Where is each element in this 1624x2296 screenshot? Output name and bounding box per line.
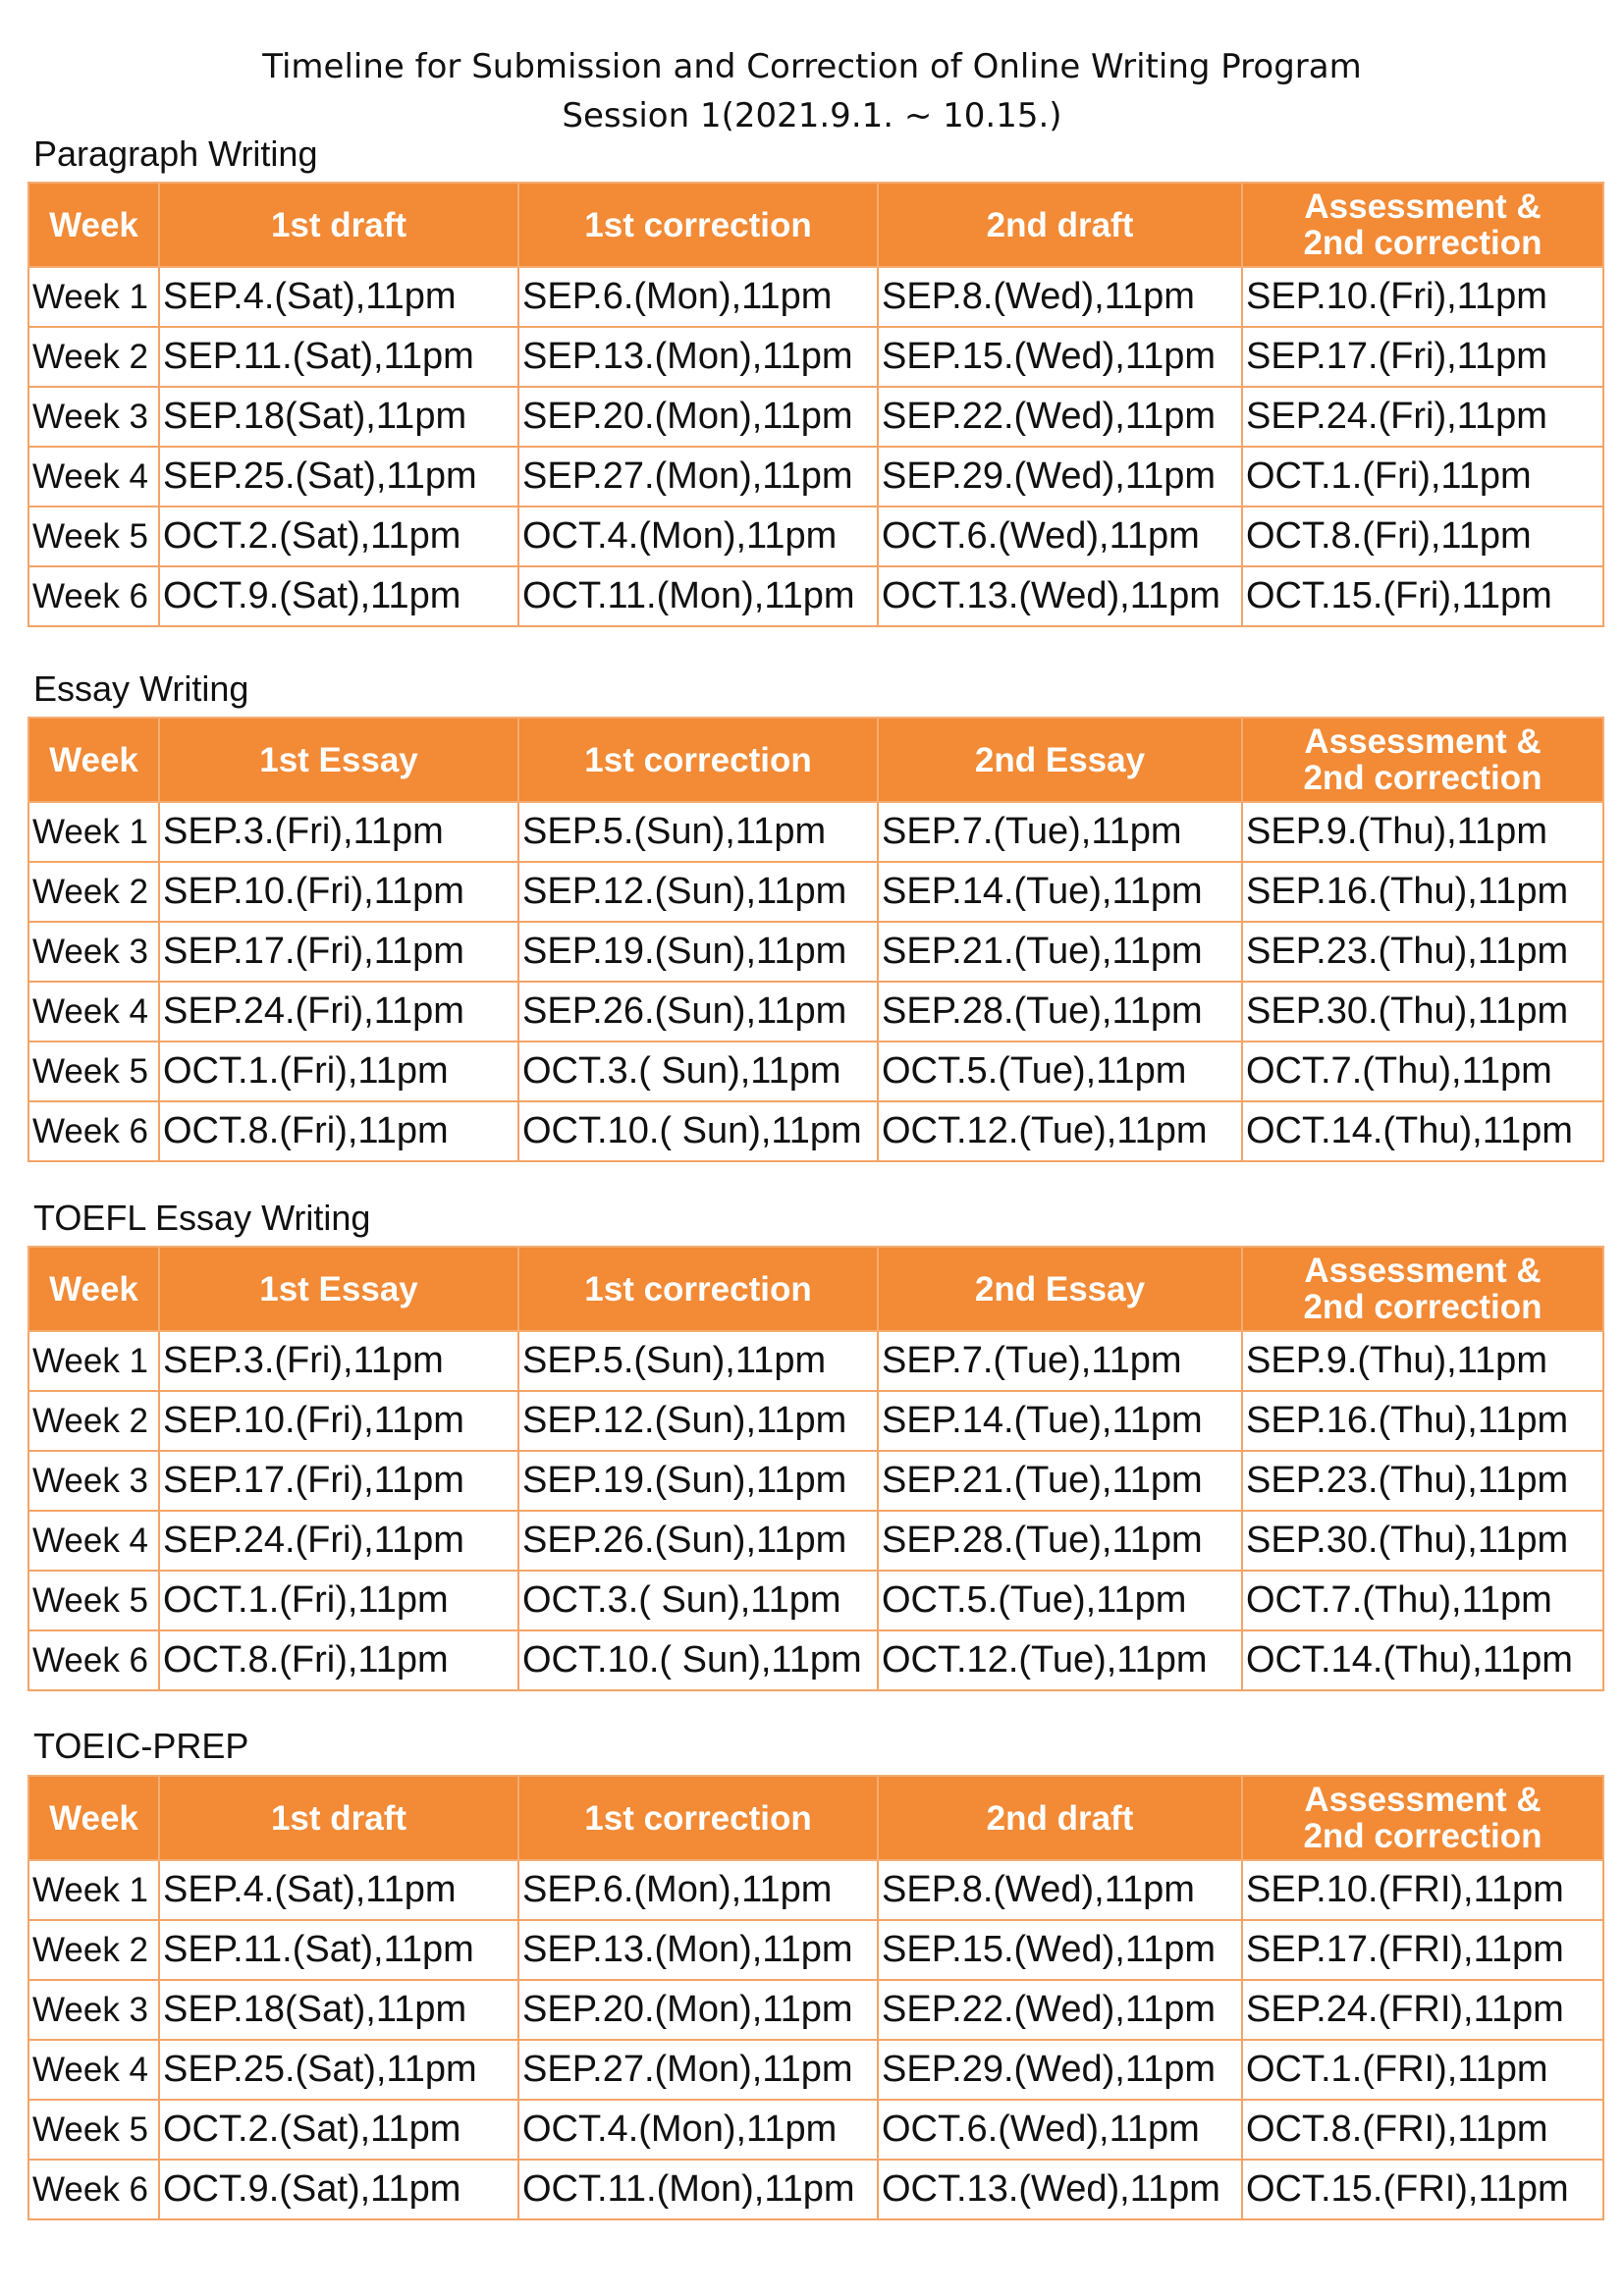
schedule-table [27, 717, 1604, 1162]
table-header-row [28, 1776, 1603, 1860]
deadline-cell: SEP.3.(Fri),11pm [159, 802, 518, 862]
week-cell: Week 2 [28, 1920, 159, 1980]
week-cell: Week 5 [28, 2100, 159, 2160]
deadline-cell: OCT.1.(Fri),11pm [159, 1041, 518, 1101]
deadline-cell: SEP.17.(Fri),11pm [159, 922, 518, 982]
deadline-cell: SEP.6.(Mon),11pm [518, 1860, 878, 1920]
deadline-cell: SEP.7.(Tue),11pm [878, 802, 1242, 862]
deadline-cell: SEP.3.(Fri),11pm [159, 1331, 518, 1391]
column-header: 1st draft [159, 1776, 518, 1860]
table-row [28, 566, 1603, 626]
column-header: 1st correction [518, 1776, 878, 1860]
deadline-cell: OCT.12.(Tue),11pm [878, 1630, 1242, 1690]
week-cell: Week 1 [28, 267, 159, 327]
column-header: Week [28, 1247, 159, 1331]
deadline-cell: OCT.8.(Fri),11pm [159, 1630, 518, 1690]
deadline-cell: SEP.14.(Tue),11pm [878, 862, 1242, 922]
deadline-cell: SEP.24.(Fri),11pm [159, 982, 518, 1041]
column-header: 2nd draft [878, 183, 1242, 267]
deadline-cell: SEP.8.(Wed),11pm [878, 267, 1242, 327]
deadline-cell: SEP.20.(Mon),11pm [518, 1980, 878, 2040]
table-header-row [28, 718, 1603, 802]
deadline-cell: OCT.1.(FRI),11pm [1242, 2040, 1603, 2100]
table-row [28, 2100, 1603, 2160]
deadline-cell: SEP.27.(Mon),11pm [518, 447, 878, 507]
column-header: Week [28, 1776, 159, 1860]
deadline-cell: OCT.8.(Fri),11pm [1242, 507, 1603, 566]
deadline-cell: OCT.10.( Sun),11pm [518, 1101, 878, 1161]
table-row [28, 982, 1603, 1041]
deadline-cell: SEP.27.(Mon),11pm [518, 2040, 878, 2100]
week-cell: Week 6 [28, 566, 159, 626]
deadline-cell: SEP.4.(Sat),11pm [159, 267, 518, 327]
column-header: 1st draft [159, 183, 518, 267]
section-title: Essay Writing [33, 668, 249, 709]
deadline-cell: SEP.30.(Thu),11pm [1242, 1511, 1603, 1571]
deadline-cell: OCT.3.( Sun),11pm [518, 1571, 878, 1630]
deadline-cell: OCT.10.( Sun),11pm [518, 1630, 878, 1690]
deadline-cell: SEP.26.(Sun),11pm [518, 982, 878, 1041]
deadline-cell: OCT.6.(Wed),11pm [878, 2100, 1242, 2160]
table-row [28, 327, 1603, 387]
deadline-cell: OCT.7.(Thu),11pm [1242, 1041, 1603, 1101]
deadline-cell: SEP.10.(Fri),11pm [159, 1391, 518, 1451]
deadline-cell: SEP.9.(Thu),11pm [1242, 802, 1603, 862]
column-header: 1st correction [518, 1247, 878, 1331]
table-row [28, 862, 1603, 922]
week-cell: Week 4 [28, 447, 159, 507]
table-row [28, 1101, 1603, 1161]
table-header-row [28, 183, 1603, 267]
deadline-cell: SEP.25.(Sat),11pm [159, 447, 518, 507]
week-cell: Week 4 [28, 982, 159, 1041]
table-row [28, 1511, 1603, 1571]
deadline-cell: OCT.1.(Fri),11pm [1242, 447, 1603, 507]
deadline-cell: OCT.1.(Fri),11pm [159, 1571, 518, 1630]
week-cell: Week 3 [28, 1451, 159, 1511]
deadline-cell: SEP.17.(Fri),11pm [1242, 327, 1603, 387]
deadline-cell: SEP.15.(Wed),11pm [878, 327, 1242, 387]
week-cell: Week 3 [28, 922, 159, 982]
deadline-cell: SEP.16.(Thu),11pm [1242, 862, 1603, 922]
deadline-cell: OCT.13.(Wed),11pm [878, 2160, 1242, 2219]
deadline-cell: OCT.12.(Tue),11pm [878, 1101, 1242, 1161]
deadline-cell: OCT.11.(Mon),11pm [518, 566, 878, 626]
table-row [28, 1920, 1603, 1980]
deadline-cell: SEP.29.(Wed),11pm [878, 447, 1242, 507]
week-cell: Week 3 [28, 387, 159, 447]
deadline-cell: SEP.4.(Sat),11pm [159, 1860, 518, 1920]
week-cell: Week 2 [28, 862, 159, 922]
session-subtitle: Session 1(2021.9.1. ~ 10.15.) [562, 96, 1062, 135]
table-row [28, 1571, 1603, 1630]
deadline-cell: OCT.3.( Sun),11pm [518, 1041, 878, 1101]
table-row [28, 387, 1603, 447]
deadline-cell: SEP.19.(Sun),11pm [518, 922, 878, 982]
deadline-cell: SEP.17.(FRI),11pm [1242, 1920, 1603, 1980]
deadline-cell: SEP.14.(Tue),11pm [878, 1391, 1242, 1451]
schedule-table [27, 1246, 1604, 1691]
deadline-cell: SEP.10.(Fri),11pm [159, 862, 518, 922]
deadline-cell: SEP.21.(Tue),11pm [878, 1451, 1242, 1511]
deadline-cell: SEP.29.(Wed),11pm [878, 2040, 1242, 2100]
deadline-cell: SEP.9.(Thu),11pm [1242, 1331, 1603, 1391]
deadline-cell: OCT.15.(Fri),11pm [1242, 566, 1603, 626]
table-header-row [28, 1247, 1603, 1331]
week-cell: Week 5 [28, 1571, 159, 1630]
deadline-cell: SEP.16.(Thu),11pm [1242, 1391, 1603, 1451]
deadline-cell: OCT.13.(Wed),11pm [878, 566, 1242, 626]
deadline-cell: SEP.19.(Sun),11pm [518, 1451, 878, 1511]
deadline-cell: SEP.5.(Sun),11pm [518, 802, 878, 862]
column-header: Assessment & 2nd correction [1242, 1776, 1603, 1860]
deadline-cell: SEP.15.(Wed),11pm [878, 1920, 1242, 1980]
week-cell: Week 4 [28, 2040, 159, 2100]
week-cell: Week 6 [28, 2160, 159, 2219]
table-row [28, 2040, 1603, 2100]
table-row [28, 1331, 1603, 1391]
table-row [28, 1041, 1603, 1101]
deadline-cell: SEP.26.(Sun),11pm [518, 1511, 878, 1571]
deadline-cell: SEP.18(Sat),11pm [159, 1980, 518, 2040]
deadline-cell: SEP.28.(Tue),11pm [878, 982, 1242, 1041]
week-cell: Week 2 [28, 1391, 159, 1451]
column-header: 1st Essay [159, 1247, 518, 1331]
deadline-cell: SEP.7.(Tue),11pm [878, 1331, 1242, 1391]
column-header: Assessment & 2nd correction [1242, 1247, 1603, 1331]
deadline-cell: SEP.10.(Fri),11pm [1242, 267, 1603, 327]
deadline-cell: SEP.18(Sat),11pm [159, 387, 518, 447]
week-cell: Week 4 [28, 1511, 159, 1571]
deadline-cell: SEP.6.(Mon),11pm [518, 267, 878, 327]
deadline-cell: SEP.13.(Mon),11pm [518, 1920, 878, 1980]
deadline-cell: SEP.24.(Fri),11pm [1242, 387, 1603, 447]
deadline-cell: SEP.21.(Tue),11pm [878, 922, 1242, 982]
section-title: TOEIC-PREP [33, 1726, 249, 1766]
deadline-cell: SEP.13.(Mon),11pm [518, 327, 878, 387]
week-cell: Week 1 [28, 1860, 159, 1920]
deadline-cell: OCT.6.(Wed),11pm [878, 507, 1242, 566]
deadline-cell: SEP.23.(Thu),11pm [1242, 1451, 1603, 1511]
deadline-cell: OCT.2.(Sat),11pm [159, 507, 518, 566]
deadline-cell: OCT.9.(Sat),11pm [159, 2160, 518, 2219]
deadline-cell: SEP.28.(Tue),11pm [878, 1511, 1242, 1571]
deadline-cell: SEP.30.(Thu),11pm [1242, 982, 1603, 1041]
week-cell: Week 2 [28, 327, 159, 387]
week-cell: Week 6 [28, 1101, 159, 1161]
table-row [28, 267, 1603, 327]
deadline-cell: SEP.5.(Sun),11pm [518, 1331, 878, 1391]
deadline-cell: OCT.5.(Tue),11pm [878, 1571, 1242, 1630]
deadline-cell: SEP.20.(Mon),11pm [518, 387, 878, 447]
week-cell: Week 1 [28, 1331, 159, 1391]
deadline-cell: OCT.2.(Sat),11pm [159, 2100, 518, 2160]
week-cell: Week 1 [28, 802, 159, 862]
table-row [28, 1980, 1603, 2040]
deadline-cell: OCT.8.(FRI),11pm [1242, 2100, 1603, 2160]
column-header: Assessment & 2nd correction [1242, 718, 1603, 802]
column-header: Assessment & 2nd correction [1242, 183, 1603, 267]
deadline-cell: SEP.22.(Wed),11pm [878, 1980, 1242, 2040]
deadline-cell: SEP.24.(Fri),11pm [159, 1511, 518, 1571]
deadline-cell: OCT.5.(Tue),11pm [878, 1041, 1242, 1101]
deadline-cell: SEP.17.(Fri),11pm [159, 1451, 518, 1511]
deadline-cell: SEP.12.(Sun),11pm [518, 862, 878, 922]
column-header: Week [28, 183, 159, 267]
week-cell: Week 3 [28, 1980, 159, 2040]
column-header: 1st correction [518, 183, 878, 267]
deadline-cell: SEP.24.(FRI),11pm [1242, 1980, 1603, 2040]
deadline-cell: OCT.4.(Mon),11pm [518, 507, 878, 566]
schedule-table [27, 182, 1604, 627]
deadline-cell: SEP.22.(Wed),11pm [878, 387, 1242, 447]
week-cell: Week 5 [28, 507, 159, 566]
deadline-cell: SEP.11.(Sat),11pm [159, 1920, 518, 1980]
deadline-cell: SEP.10.(FRI),11pm [1242, 1860, 1603, 1920]
column-header: Week [28, 718, 159, 802]
deadline-cell: SEP.11.(Sat),11pm [159, 327, 518, 387]
table-row [28, 1630, 1603, 1690]
deadline-cell: OCT.7.(Thu),11pm [1242, 1571, 1603, 1630]
deadline-cell: OCT.9.(Sat),11pm [159, 566, 518, 626]
table-row [28, 447, 1603, 507]
deadline-cell: OCT.14.(Thu),11pm [1242, 1630, 1603, 1690]
column-header: 1st correction [518, 718, 878, 802]
column-header: 2nd draft [878, 1776, 1242, 1860]
deadline-cell: OCT.15.(FRI),11pm [1242, 2160, 1603, 2219]
table-row [28, 1391, 1603, 1451]
section-title: Paragraph Writing [33, 133, 318, 174]
deadline-cell: OCT.4.(Mon),11pm [518, 2100, 878, 2160]
column-header: 2nd Essay [878, 718, 1242, 802]
table-row [28, 922, 1603, 982]
section-title: TOEFL Essay Writing [33, 1198, 371, 1238]
deadline-cell: OCT.8.(Fri),11pm [159, 1101, 518, 1161]
table-row [28, 802, 1603, 862]
table-row [28, 2160, 1603, 2219]
table-row [28, 1451, 1603, 1511]
deadline-cell: OCT.14.(Thu),11pm [1242, 1101, 1603, 1161]
column-header: 1st Essay [159, 718, 518, 802]
deadline-cell: SEP.25.(Sat),11pm [159, 2040, 518, 2100]
column-header: 2nd Essay [878, 1247, 1242, 1331]
schedule-table [27, 1775, 1604, 2220]
deadline-cell: OCT.11.(Mon),11pm [518, 2160, 878, 2219]
table-row [28, 507, 1603, 566]
deadline-cell: SEP.12.(Sun),11pm [518, 1391, 878, 1451]
deadline-cell: SEP.23.(Thu),11pm [1242, 922, 1603, 982]
deadline-cell: SEP.8.(Wed),11pm [878, 1860, 1242, 1920]
table-row [28, 1860, 1603, 1920]
week-cell: Week 5 [28, 1041, 159, 1101]
page-title: Timeline for Submission and Correction of Online Writing Program [262, 47, 1362, 86]
week-cell: Week 6 [28, 1630, 159, 1690]
